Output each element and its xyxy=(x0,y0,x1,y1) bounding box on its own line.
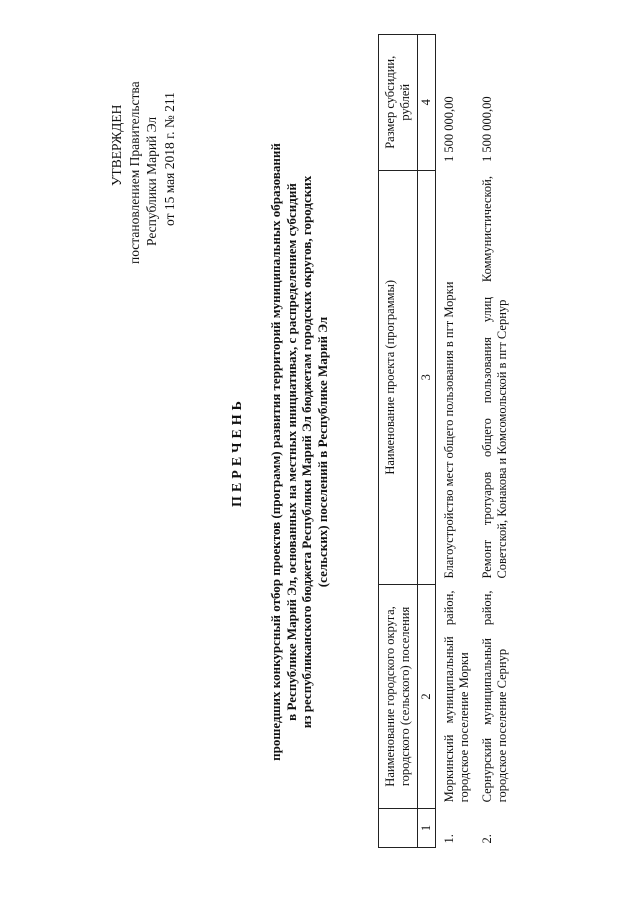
approval-line: постановлением Правительства xyxy=(126,81,142,264)
column-number: 3 xyxy=(418,170,436,585)
row-amount: 1 500 000,00 xyxy=(442,96,456,163)
document-subtitle xyxy=(268,0,330,904)
table-header-row xyxy=(379,35,418,848)
subtitle-line: из республиканского бюджета Республики Марий Эл бюджетам городских округов, городских xyxy=(299,175,314,729)
column-number: 4 xyxy=(418,35,436,171)
row-project: Благоустройство мест общего пользования в пгт Морки xyxy=(442,281,456,579)
header-number xyxy=(379,808,418,847)
column-number: 1 xyxy=(418,808,436,847)
column-number-row xyxy=(418,35,436,848)
row-municipality: Сернурский муниципальный район, городское поселение Сернур xyxy=(480,590,509,803)
subtitle-line: в Республике Марий Эл, основанных на местных инициативах, с распределением субсидий xyxy=(283,183,299,721)
row-number: 2. xyxy=(480,834,494,844)
row-project: Ремонт тротуаров общего пользования улиц Коммунистической, Советской, Конакова и Комсомольской в пгт Сернур xyxy=(480,176,509,579)
approval-date-line: от 15 мая 2018 г. № 211 xyxy=(161,92,177,226)
table-row xyxy=(474,35,512,848)
subtitle-line: (сельских) поселений в Республике Марий Эл xyxy=(314,316,330,588)
approval-stamp xyxy=(108,81,178,264)
subsidy-table xyxy=(378,34,512,848)
row-number: 1. xyxy=(442,834,456,844)
row-municipality: Моркинский муниципальный район, городское поселение Морки xyxy=(442,590,471,803)
approval-line: Республики Марий Эл xyxy=(144,116,159,246)
approval-heading: УТВЕРЖДЕН xyxy=(109,104,124,186)
table-row xyxy=(436,35,475,848)
row-amount: 1 500 000,00 xyxy=(480,96,494,163)
subtitle-line: прошедших конкурсный отбор проектов (программ) развития территорий муниципальных образований xyxy=(268,143,283,761)
header-municipality: Наименование городского округа, городского (сельского) поселения xyxy=(379,585,418,809)
header-amount: Размер субсидии, рублей xyxy=(379,35,418,171)
header-project: Наименование проекта (программы) xyxy=(379,170,418,585)
document-title: ПЕРЕЧЕНЬ xyxy=(230,397,245,507)
column-number: 2 xyxy=(418,585,436,809)
